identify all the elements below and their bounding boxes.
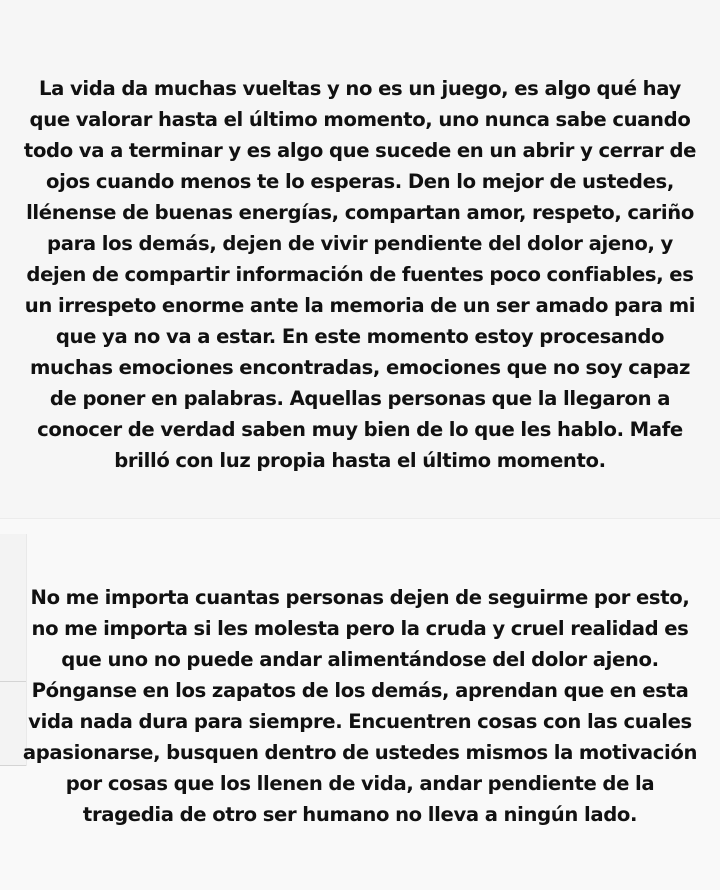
first-paragraph: La vida da muchas vueltas y no es un juego, es algo qué hay que valorar hasta el último momento, uno nunca sabe cuando todo va a terminar y es algo que sucede en un abrir y cerrar de ojos cuando menos te lo esperas. Den lo mejor de ustedes, llénense de buenas energías, compartan amor, respeto, cariño para los demás, dejen de vivir pendiente del dolor ajeno, y dejen de compartir información de fuentes poco confiables, es un irrespeto enorme ante la memoria de un ser amado para mi que ya no va a estar. En este momento estoy procesando muchas emociones encontradas, emociones que no soy capaz de poner en palabras. Aquellas personas que la llegaron a conocer de verdad saben muy bien de lo que les hablo. Mafe brilló con luz propia hasta el último momento. — [23, 77, 697, 472]
second-paragraph: No me importa cuantas personas dejen de seguirme por esto, no me importa si les molesta pero la cruda y cruel realidad es que uno no puede andar alimentándose del dolor ajeno. Pónganse en los zapatos de los demás, aprendan que en esta vida nada dura para siempre. Encuentren cosas con las cuales apasionarse, busquen dentro de ustedes mismos la motivación por cosas que los llenen de vida, andar pendiente de la tragedia de otro ser humano no lleva a ningún lado. — [22, 586, 698, 826]
